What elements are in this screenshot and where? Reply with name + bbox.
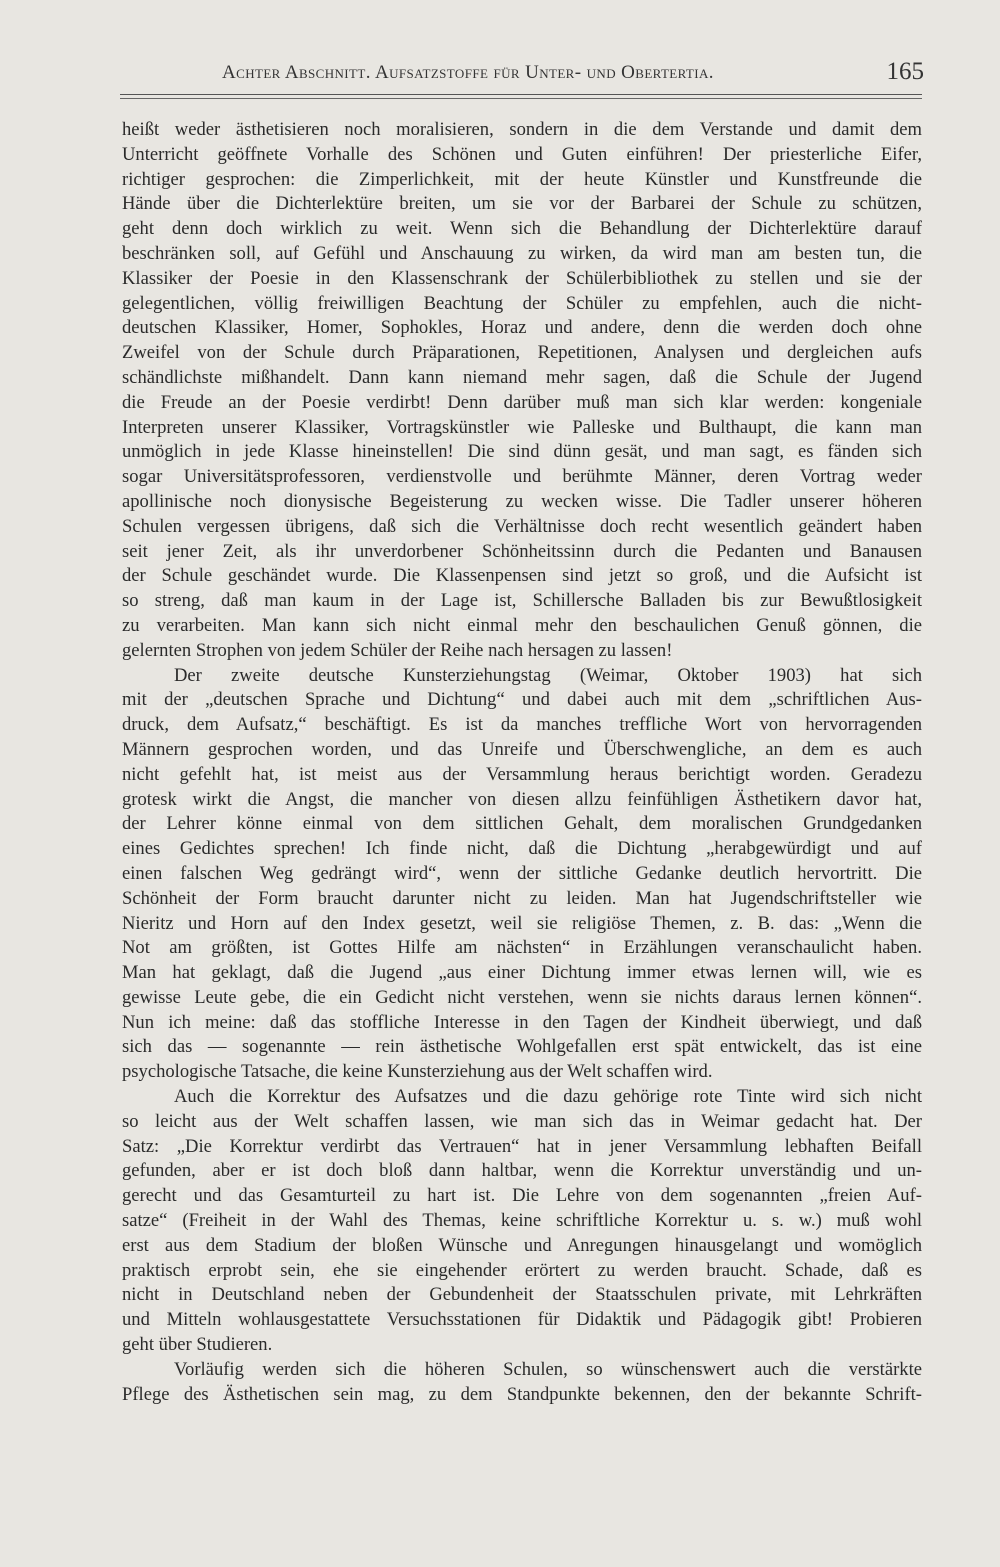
text-line: sich das — sogenannte — rein ästhetische Wohlgefallen erst spät entwickelt, das ist eine [122,1036,922,1058]
text-line: Nun ich meine: daß das stoffliche Interesse in den Tagen der Kindheit überwiegt, und daß [122,1011,922,1033]
text-line: mit der „deutschen Sprache und Dichtung“ und dabei auch mit dem „schriftlichen Aus- [122,689,922,711]
text-line: druck, dem Aufsatz,“ beschäftigt. Es ist da manches treffliche Wort von hervorragenden [122,714,922,736]
text-line: richtiger gesprochen: die Zimperlichkeit, mit der heute Künstler und Kunstfreunde die [122,168,922,190]
text-line: Not am größten, ist Gottes Hilfe am nächsten“ in Erzählungen veranschaulicht haben. [122,937,922,959]
text-line: unmöglich in jede Klasse hineinstellen! Die sind dünn gesät, und man sagt, es fänden sich [122,441,922,463]
text-line: geht denn doch wirklich zu weit. Wenn sich die Behandlung der Dichterlektüre darauf [122,218,922,240]
text-line: so leicht aus der Welt schaffen lassen, wie man sich das in Weimar gedacht hat. Der [122,1110,922,1132]
text-line: geht über Studieren. [122,1334,273,1356]
text-line: Schulen vergessen übrigens, daß sich die Verhältnisse doch recht wesentlich geändert haben [122,515,922,537]
running-head: Achter Abschnitt. Aufsatzstoffe für Unter- und Obertertia. [222,62,714,83]
page-header [120,58,924,92]
text-line: gelegentlichen, völlig freiwilligen Beachtung der Schüler zu empfehlen, auch die nicht- [122,292,922,314]
text-line: eines Gedichtes sprechen! Ich finde nicht, daß die Dichtung „herabgewürdigt und auf [122,838,922,860]
text-line: Interpreten unserer Klassiker, Vortragskünstler wie Palleske und Bulthaupt, die kann man [122,416,922,438]
text-line: Vorläufig werden sich die höheren Schulen, so wünschenswert auch die verstärkte [174,1358,922,1380]
text-line: deutschen Klassiker, Homer, Sophokles, Horaz und andere, denn die werden doch ohne [122,317,922,339]
text-line: Satz: „Die Korrektur verdirbt das Vertrauen“ hat in jener Versammlung lebhaften Beifall [122,1135,922,1157]
text-line: Zweifel von der Schule durch Präparationen, Repetitionen, Analysen und dergleichen aufs [122,342,922,364]
text-line: apollinische noch dionysische Begeisterung zu wecken wisse. Die Tadler unserer höheren [122,490,922,512]
text-line: praktisch erprobt sein, ehe sie eingehender erörtert zu werden braucht. Schade, daß es [122,1259,922,1281]
page-number: 165 [886,58,924,85]
text-line: zu verarbeiten. Man kann sich nicht einmal mehr den beschaulichen Genuß gönnen, die [122,614,922,636]
text-line: Männern gesprochen worden, und das Unreife und Überschwengliche, an dem es auch [122,738,922,760]
text-line: grotesk wirkt die Angst, die mancher von diesen allzu feinfühligen Ästhetikern davor hat, [122,788,922,810]
body-text [122,118,922,1407]
text-line: Schönheit der Form braucht darunter nicht zu leiden. Man hat Jugendschriftsteller wie [122,887,922,909]
text-line: nicht in Deutschland neben der Gebundenheit der Staatsschulen private, mit Lehrkräften [122,1284,922,1306]
text-line: satze“ (Freiheit in der Wahl des Themas, keine schriftliche Korrektur u. s. w.) muß wohl [122,1210,922,1232]
text-line: psychologische Tatsache, die keine Kunsterziehung aus der Welt schaffen wird. [122,1061,713,1083]
text-line: gefunden, aber er ist doch bloß dann haltbar, wenn die Korrektur unverständig und un- [122,1160,922,1182]
text-line: die Freude an der Poesie verdirbt! Denn darüber muß man sich klar werden: kongeniale [122,391,922,413]
text-line: gewisse Leute gebe, die ein Gedicht nicht verstehen, wenn sie nichts daraus lernen können“. [122,986,922,1008]
text-line: sogar Universitätsprofessoren, verdienstvolle und berühmte Männer, deren Vortrag weder [122,466,922,488]
text-line: Klassiker der Poesie in den Klassenschrank der Schülerbibliothek zu stellen und sie der [122,267,922,289]
text-line: schändlichste mißhandelt. Dann kann niemand mehr sagen, daß die Schule der Jugend [122,366,922,388]
text-line: einen falschen Weg gedrängt wird“, wenn der sittliche Gedanke deutlich hervortritt. Die [122,862,922,884]
text-line: Pflege des Ästhetischen sein mag, zu dem Standpunkte bekennen, den der bekannte Schrift- [122,1383,922,1405]
text-line: Unterricht geöffnete Vorhalle des Schönen und Guten einführen! Der priesterliche Eifer, [122,143,922,165]
text-line: gelernten Strophen von jedem Schüler der Reihe nach hersagen zu lassen! [122,639,673,661]
text-line: nicht gefehlt hat, ist meist aus der Versammlung heraus berichtigt worden. Geradezu [122,763,922,785]
header-rule [120,94,922,99]
text-line: der Schule geschändet wurde. Die Klassenpensen sind jetzt so groß, und die Aufsicht ist [122,565,922,587]
text-line: heißt weder ästhetisieren noch moralisieren, sondern in die dem Verstande und damit dem [122,119,922,140]
text-line: und Mitteln wohlausgestattete Versuchsstationen für Didaktik und Pädagogik gibt! Probieren [122,1309,922,1331]
text-line: der Lehrer könne einmal von dem sittlichen Gehalt, dem moralischen Grundgedanken [122,813,922,835]
text-line: Man hat geklagt, daß die Jugend „aus einer Dichtung immer etwas lernen will, wie es [122,962,922,984]
text-line: erst aus dem Stadium der bloßen Wünsche und Anregungen hinausgelangt und womöglich [122,1234,922,1256]
text-line: gerecht und das Gesamturteil zu hart ist. Die Lehre von dem sogenannten „freien Auf- [122,1185,922,1207]
text-line: seit jener Zeit, als ihr unverdorbener Schönheitssinn durch die Pedanten und Banausen [122,540,922,562]
text-line: beschränken soll, auf Gefühl und Anschauung zu wirken, da wird man am besten tun, die [122,242,922,264]
text-line: Hände über die Dichterlektüre breiten, um sie vor der Barbarei der Schule zu schützen, [122,193,922,215]
text-line: so streng, daß man kaum in der Lage ist, Schillersche Balladen bis zur Bewußtlosigkeit [122,590,922,612]
text-line: Auch die Korrektur des Aufsatzes und die dazu gehörige rote Tinte wird sich nicht [174,1086,922,1108]
text-line: Der zweite deutsche Kunsterziehungstag (Weimar, Oktober 1903) hat sich [174,664,922,686]
text-line: Nieritz und Horn auf den Index gesetzt, weil sie religiöse Themen, z. B. das: „Wenn die [122,912,922,934]
